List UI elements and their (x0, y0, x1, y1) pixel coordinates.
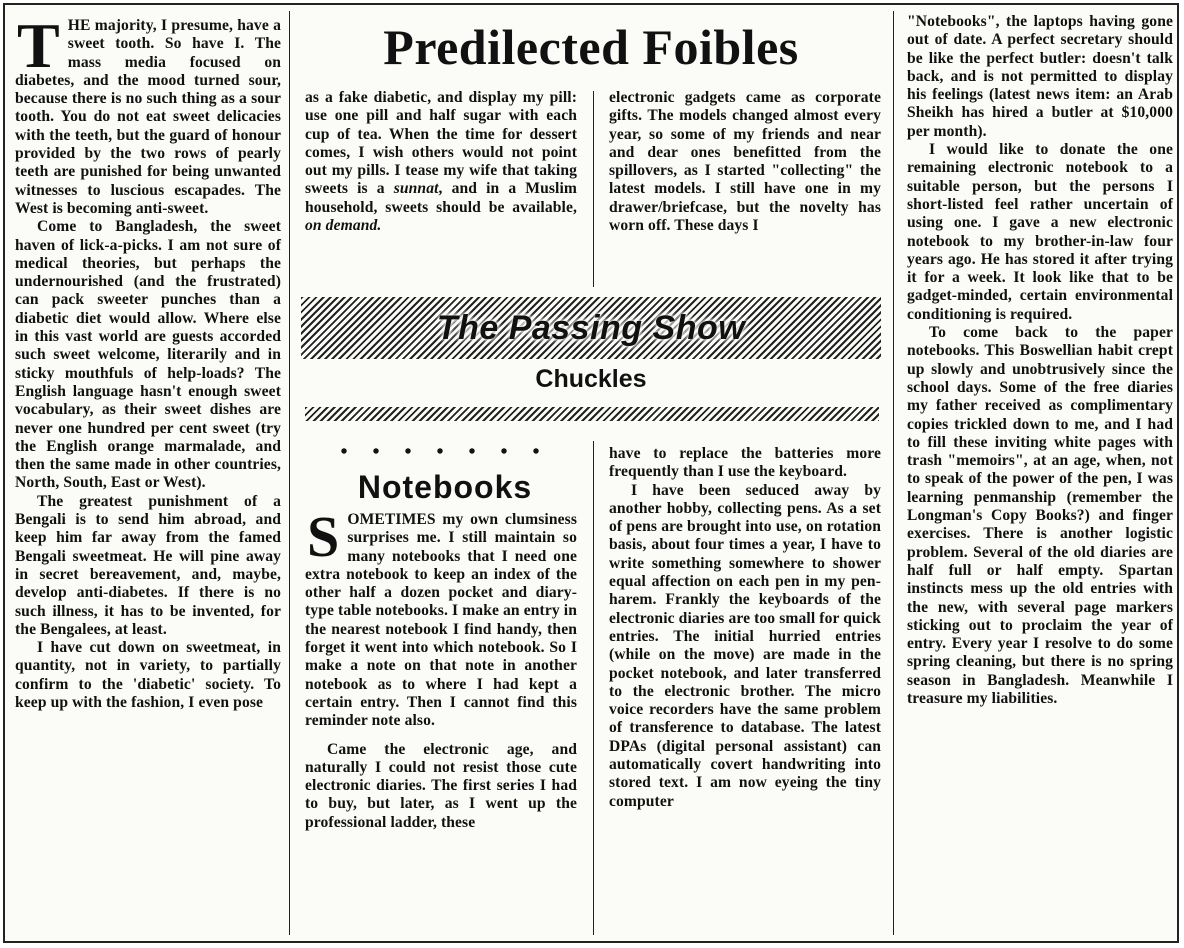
hatched-divider (305, 407, 879, 421)
col2-top-text-2: , and in a Muslim household, sweets should be available, (305, 180, 578, 216)
col2-bottom-para-1 (305, 504, 577, 731)
column-banner (301, 297, 881, 359)
byline: Chuckles (535, 365, 647, 393)
col3-bottom-para-2: I have been seduced away by another hobby, collecting pens. As a set of pens are brought into use, on rotation basis, about four times a year, I have to write something somewhere to shower equal affection on each pen in my pen-harem. Frankly the keyboards of the electronic diaries are too small for quick entries. The initial hurried entries (while on the move) are made in the pocket notebook, and later transferred to the electronic brother. The micro voice recorders have the same problem of transference to database. The latest DPAs (digital personal assistant) can automatically covert handwriting into stored text. I am now eyeing the tiny computer (609, 481, 881, 810)
col4-para-3: To come back to the paper notebooks. This Boswellian habit crept up slowly and unobtrusively since the school days. Some of the free diaries my father received as complimentary copies trickled down to me, and I had to fill these inviting white pages with trash "memoirs", at an age, when, not to speak of the power of the pen, I was learning penmanship (remember the Longman's Copy Books?) and finger exercises. There is another logistic problem. Several of the old diaries are half full or half empty. Spartan instincts mess up the old entries with the new, with several page markers sticking out to proclaim the year of entry. Every year I resolve to do some spring cleaning, but there is no spring season in Bangladesh. Meanwhile I treasure my liabilities. (907, 324, 1173, 707)
col1-para-2: Come to Bangladesh, the sweet haven of lick-a-picks. I am not sure of medical theories, but perhaps the undernourished (and the frustrated) can pack sweeter punches than a diabetic diet would allow. Where else in this vast world are guests accorded such sweet welcome, literarily and in sticky mouthfuls of help-loads? The English language hasn't enough sweet vocabulary, as their sweet dishes are never one hundred per cent sweet (try the English orange marmalade, and then the same made in other countries, North, South, East or West). (15, 218, 281, 492)
column-rule-middle-lower (593, 441, 594, 935)
column-name: The Passing Show (436, 308, 746, 347)
col1-para-4: I have cut down on sweetmeat, in quantity, not in variety, to partially confirm to the 'diabetic' society. To keep up with the fashion, I even pose (15, 639, 281, 711)
col1-para-1-text: HE majority, I presume, have a sweet tooth. So have I. The mass media focused on diabetes, and the mood turned sour, because there is no such thing as a sour tooth. You do not eat sweet delicacies with the teeth, but the guard of honour provided by the two rows of pearly teeth are punished for being unwanted witnesses to luscious escapades. The West is becoming anti-sweet. (15, 17, 281, 217)
column-1 (15, 10, 281, 712)
article-headline: Predilected Foibles (383, 19, 799, 75)
col2-bottom-para-2: Came the electronic age, and naturally I could not resist those cute electronic diaries. The first series I had to buy, but later, as I went up the professional ladder, these (305, 740, 577, 831)
col2-top-text: as a fake diabetic, and display my pill: use one pill and half sugar with each cup of tea. When the time for dessert comes, I wish others would not point out my pills. I tease my wife that taking sweets is a (305, 89, 577, 198)
subheading: Notebooks (357, 469, 533, 505)
drop-cap-s: S (307, 504, 340, 569)
column-2-top (305, 89, 577, 235)
col2-top-emphasis-1: sunnat (393, 180, 439, 198)
col3-top-para: electronic gadgets came as corporate gifts. The models changed almost every year, so some of my friends and near and dear ones benefitted from the spillovers, as I started "collecting" the latest models. I still have one in my drawer/briefcase, but the novelty has worn off. These days I (609, 89, 881, 235)
col1-para-1 (15, 10, 281, 218)
column-3-bottom (609, 445, 881, 811)
col4-para-2: I would like to donate the one remaining electronic notebook to a suitable person, but the persons I short-listed feel rather uncertain of using one. I gave a new electronic notebook to my brother-in-law four years ago. He has stored it after trying it for a week. It look like that to be gadget-minded, certain environmental conditioning is required. (907, 141, 1173, 323)
newspaper-clipping (3, 3, 1179, 943)
col3-bottom-para-1: have to replace the batteries more frequently than I use the keyboard. (609, 445, 881, 481)
drop-cap-t: T (17, 10, 60, 81)
column-rule-middle (593, 91, 594, 287)
column-2-bottom (305, 504, 577, 832)
column-3-top (609, 89, 881, 235)
col2-top-emphasis-2: on demand. (305, 217, 382, 235)
column-rule-left (289, 11, 290, 935)
column-rule-right (893, 11, 894, 935)
section-stars: • • • • • • • (340, 441, 550, 463)
col1-para-3: The greatest punishment of a Bengali is to send him abroad, and keep him far away from the famed Bengali sweetmeat. He will pine away in secret bereavement, and, maybe, develop anti-diabetes. If there is no such illness, it has to be invented, for the Bengalees, at least. (15, 492, 281, 638)
col2-bottom-para-1-text: OMETIMES my own clumsiness surprises me. I still maintain so many notebooks that I need one extra notebook to keep an index of the other half a dozen pocket and diary-type table notebooks. I make an entry in the nearest notebook I find handy, then forget it went into which notebook. So I make a note on that note in another notebook as to where I had kept a certain entry. Then I cannot find this reminder note also. (305, 511, 577, 730)
col4-para-1: "Notebooks", the laptops having gone out of date. A perfect secretary should be like the perfect butler: doesn't talk back, and is not permitted to display his feelings (latest news item: an Arab Sheikh has hired a butler at $10,000 per month). (907, 13, 1173, 140)
column-4 (907, 13, 1173, 708)
col2-top-para (305, 89, 577, 235)
